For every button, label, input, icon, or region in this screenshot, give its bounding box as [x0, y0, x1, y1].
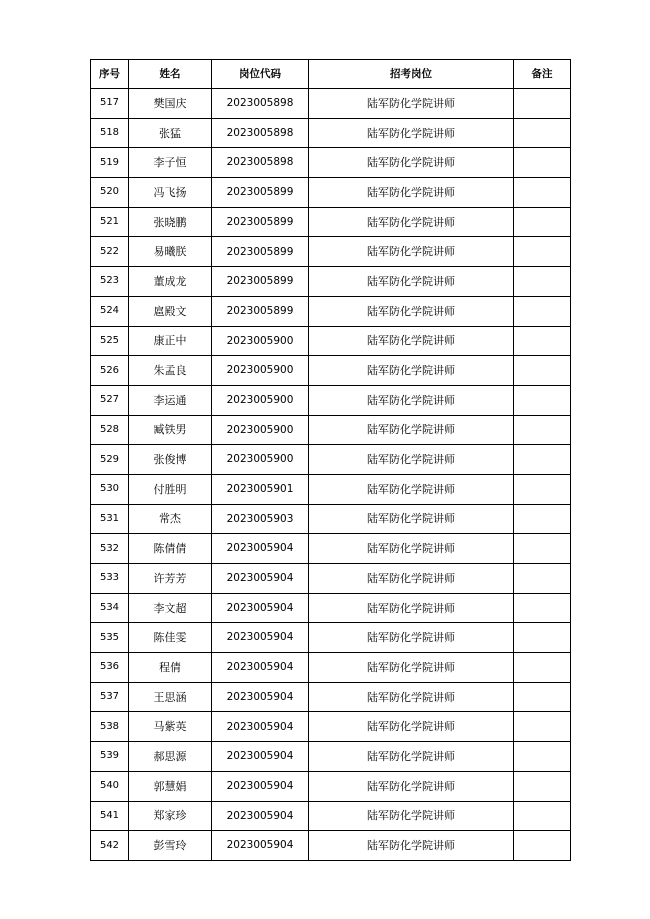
cell-position: 陆军防化学院讲师	[309, 534, 514, 564]
cell-name: 康正中	[129, 326, 212, 356]
cell-name: 许芳芳	[129, 564, 212, 594]
cell-note	[514, 682, 571, 712]
table-row	[91, 118, 571, 148]
cell-no: 528	[91, 415, 129, 445]
table-row	[91, 148, 571, 178]
cell-name: 朱孟良	[129, 356, 212, 386]
cell-position: 陆军防化学院讲师	[309, 207, 514, 237]
cell-name: 马紫英	[129, 712, 212, 742]
cell-note	[514, 771, 571, 801]
cell-note	[514, 148, 571, 178]
cell-name: 董成龙	[129, 267, 212, 297]
table-row	[91, 534, 571, 564]
cell-no: 530	[91, 474, 129, 504]
cell-position: 陆军防化学院讲师	[309, 237, 514, 267]
cell-name: 扈殿文	[129, 296, 212, 326]
table-row	[91, 237, 571, 267]
table-row	[91, 831, 571, 861]
cell-note	[514, 207, 571, 237]
table-row	[91, 415, 571, 445]
cell-position: 陆军防化学院讲师	[309, 831, 514, 861]
table-row	[91, 445, 571, 475]
cell-code: 2023005904	[212, 653, 309, 683]
cell-position: 陆军防化学院讲师	[309, 296, 514, 326]
cell-position: 陆军防化学院讲师	[309, 178, 514, 208]
table-header	[91, 60, 571, 89]
cell-code: 2023005898	[212, 148, 309, 178]
cell-no: 541	[91, 801, 129, 831]
cell-name: 常杰	[129, 504, 212, 534]
cell-code: 2023005899	[212, 296, 309, 326]
cell-position: 陆军防化学院讲师	[309, 564, 514, 594]
cell-position: 陆军防化学院讲师	[309, 742, 514, 772]
cell-code: 2023005900	[212, 385, 309, 415]
cell-position: 陆军防化学院讲师	[309, 712, 514, 742]
cell-code: 2023005904	[212, 801, 309, 831]
table-row	[91, 712, 571, 742]
cell-name: 王思涵	[129, 682, 212, 712]
table-row	[91, 326, 571, 356]
cell-no: 539	[91, 742, 129, 772]
cell-name: 郝思源	[129, 742, 212, 772]
cell-no: 529	[91, 445, 129, 475]
cell-code: 2023005904	[212, 712, 309, 742]
cell-position: 陆军防化学院讲师	[309, 593, 514, 623]
header-note: 备注	[514, 60, 571, 89]
cell-code: 2023005899	[212, 178, 309, 208]
cell-code: 2023005900	[212, 356, 309, 386]
cell-position: 陆军防化学院讲师	[309, 682, 514, 712]
cell-code: 2023005898	[212, 118, 309, 148]
cell-name: 张晓鹏	[129, 207, 212, 237]
header-position: 招考岗位	[309, 60, 514, 89]
cell-note	[514, 564, 571, 594]
cell-note	[514, 118, 571, 148]
cell-note	[514, 534, 571, 564]
cell-position: 陆军防化学院讲师	[309, 623, 514, 653]
cell-name: 陈倩倩	[129, 534, 212, 564]
cell-name: 彭雪玲	[129, 831, 212, 861]
cell-no: 533	[91, 564, 129, 594]
roster-table	[90, 59, 571, 861]
cell-name: 冯飞扬	[129, 178, 212, 208]
cell-no: 537	[91, 682, 129, 712]
cell-code: 2023005904	[212, 831, 309, 861]
cell-no: 525	[91, 326, 129, 356]
cell-code: 2023005900	[212, 415, 309, 445]
cell-position: 陆军防化学院讲师	[309, 89, 514, 119]
cell-no: 519	[91, 148, 129, 178]
cell-name: 郑家珍	[129, 801, 212, 831]
cell-code: 2023005903	[212, 504, 309, 534]
header-no: 序号	[91, 60, 129, 89]
cell-note	[514, 801, 571, 831]
cell-position: 陆军防化学院讲师	[309, 771, 514, 801]
table-row	[91, 385, 571, 415]
cell-no: 536	[91, 653, 129, 683]
cell-name: 陈佳雯	[129, 623, 212, 653]
cell-position: 陆军防化学院讲师	[309, 356, 514, 386]
cell-no: 523	[91, 267, 129, 297]
cell-code: 2023005904	[212, 534, 309, 564]
table-row	[91, 742, 571, 772]
cell-note	[514, 89, 571, 119]
cell-no: 535	[91, 623, 129, 653]
cell-note	[514, 742, 571, 772]
table-row	[91, 564, 571, 594]
cell-code: 2023005899	[212, 237, 309, 267]
table-row	[91, 296, 571, 326]
cell-code: 2023005901	[212, 474, 309, 504]
cell-position: 陆军防化学院讲师	[309, 504, 514, 534]
header-row	[91, 60, 571, 89]
cell-note	[514, 356, 571, 386]
cell-no: 522	[91, 237, 129, 267]
cell-no: 540	[91, 771, 129, 801]
table-body	[91, 89, 571, 861]
cell-note	[514, 445, 571, 475]
cell-note	[514, 326, 571, 356]
cell-name: 郭慧娟	[129, 771, 212, 801]
cell-note	[514, 237, 571, 267]
table-row	[91, 771, 571, 801]
table-row	[91, 207, 571, 237]
cell-name: 樊国庆	[129, 89, 212, 119]
cell-no: 538	[91, 712, 129, 742]
cell-name: 李子恒	[129, 148, 212, 178]
cell-code: 2023005898	[212, 89, 309, 119]
cell-name: 程倩	[129, 653, 212, 683]
table-row	[91, 504, 571, 534]
cell-code: 2023005904	[212, 564, 309, 594]
cell-code: 2023005904	[212, 682, 309, 712]
cell-no: 517	[91, 89, 129, 119]
table-row	[91, 593, 571, 623]
cell-note	[514, 623, 571, 653]
cell-code: 2023005904	[212, 623, 309, 653]
cell-no: 526	[91, 356, 129, 386]
cell-position: 陆军防化学院讲师	[309, 326, 514, 356]
cell-code: 2023005904	[212, 771, 309, 801]
cell-name: 张猛	[129, 118, 212, 148]
cell-position: 陆军防化学院讲师	[309, 445, 514, 475]
cell-no: 542	[91, 831, 129, 861]
cell-code: 2023005900	[212, 445, 309, 475]
cell-position: 陆军防化学院讲师	[309, 801, 514, 831]
cell-note	[514, 712, 571, 742]
cell-name: 张俊博	[129, 445, 212, 475]
cell-note	[514, 474, 571, 504]
cell-code: 2023005899	[212, 267, 309, 297]
cell-position: 陆军防化学院讲师	[309, 385, 514, 415]
cell-code: 2023005900	[212, 326, 309, 356]
cell-note	[514, 415, 571, 445]
cell-name: 易曦朕	[129, 237, 212, 267]
cell-position: 陆军防化学院讲师	[309, 415, 514, 445]
cell-no: 520	[91, 178, 129, 208]
cell-no: 518	[91, 118, 129, 148]
table-row	[91, 474, 571, 504]
cell-no: 524	[91, 296, 129, 326]
cell-name: 臧铁男	[129, 415, 212, 445]
cell-note	[514, 653, 571, 683]
cell-note	[514, 593, 571, 623]
cell-code: 2023005899	[212, 207, 309, 237]
cell-no: 521	[91, 207, 129, 237]
table-row	[91, 356, 571, 386]
cell-code: 2023005904	[212, 742, 309, 772]
cell-name: 李运通	[129, 385, 212, 415]
cell-no: 534	[91, 593, 129, 623]
cell-name: 付胜明	[129, 474, 212, 504]
table-row	[91, 623, 571, 653]
table-row	[91, 653, 571, 683]
table-row	[91, 267, 571, 297]
cell-note	[514, 385, 571, 415]
cell-code: 2023005904	[212, 593, 309, 623]
header-name: 姓名	[129, 60, 212, 89]
cell-note	[514, 831, 571, 861]
cell-position: 陆军防化学院讲师	[309, 118, 514, 148]
table-row	[91, 178, 571, 208]
header-code: 岗位代码	[212, 60, 309, 89]
cell-position: 陆军防化学院讲师	[309, 653, 514, 683]
table-row	[91, 801, 571, 831]
cell-position: 陆军防化学院讲师	[309, 148, 514, 178]
table-row	[91, 682, 571, 712]
cell-no: 532	[91, 534, 129, 564]
cell-position: 陆军防化学院讲师	[309, 267, 514, 297]
cell-name: 李文超	[129, 593, 212, 623]
cell-note	[514, 267, 571, 297]
cell-position: 陆军防化学院讲师	[309, 474, 514, 504]
cell-note	[514, 296, 571, 326]
cell-note	[514, 504, 571, 534]
table-row	[91, 89, 571, 119]
cell-no: 527	[91, 385, 129, 415]
cell-note	[514, 178, 571, 208]
cell-no: 531	[91, 504, 129, 534]
